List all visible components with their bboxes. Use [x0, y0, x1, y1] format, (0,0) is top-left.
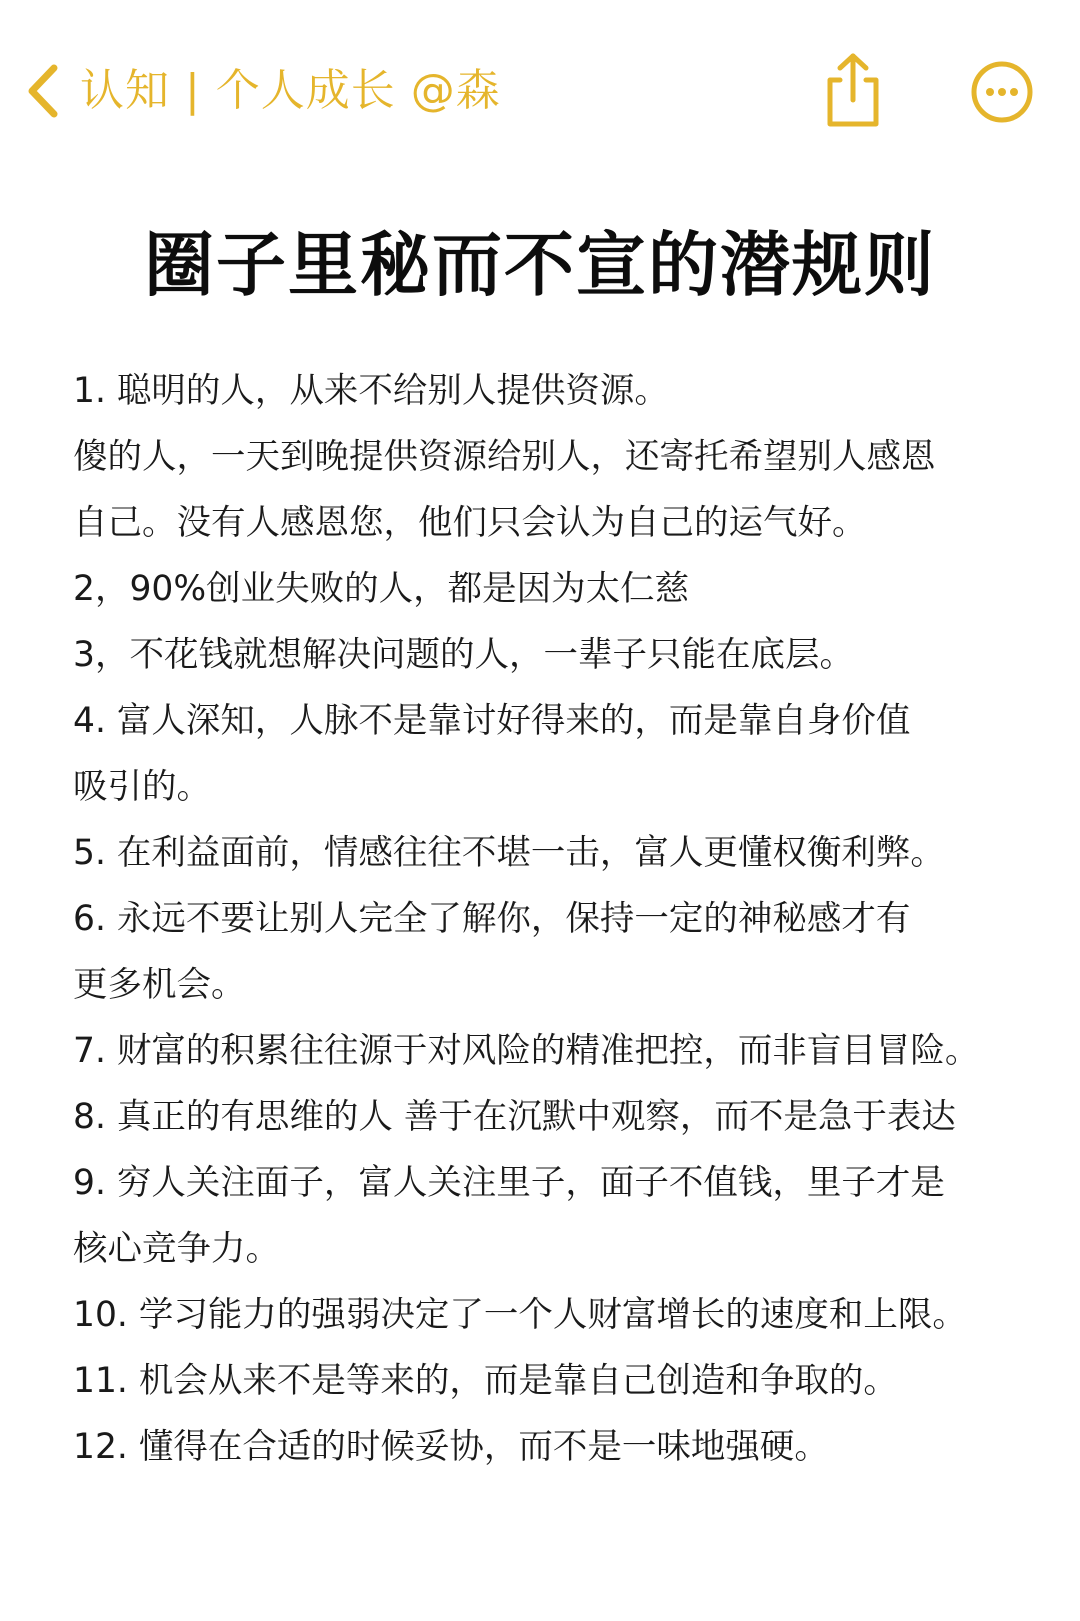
note-line: 更多机会。: [73, 965, 246, 1005]
note-body[interactable]: [73, 358, 1033, 1480]
note-line: 10. 学习能力的强弱决定了一个人财富增长的速度和上限。: [73, 1295, 967, 1335]
back-folder-label[interactable]: 认知 | 个人成长 @森: [80, 65, 501, 116]
more-icon[interactable]: [970, 60, 1034, 124]
chevron-left-icon[interactable]: [22, 58, 66, 124]
note-line: 3，不花钱就想解决问题的人，一辈子只能在底层。: [73, 635, 854, 675]
note-line: 9. 穷人关注面子，富人关注里子，面子不值钱，里子才是: [73, 1163, 945, 1203]
note-line: 吸引的。: [73, 767, 211, 807]
note-line: 2，90%创业失败的人，都是因为太仁慈: [73, 569, 690, 609]
note-line: 11. 机会从来不是等来的，而是靠自己创造和争取的。: [73, 1361, 898, 1401]
note-line: 7. 财富的积累往往源于对风险的精准把控，而非盲目冒险。: [73, 1031, 980, 1071]
note-line: 自己。没有人感恩您，他们只会认为自己的运气好。: [73, 503, 867, 543]
note-line: 核心竞争力。: [73, 1229, 280, 1269]
note-line: 1. 聪明的人，从来不给别人提供资源。: [73, 371, 669, 411]
share-icon[interactable]: [820, 50, 886, 130]
note-line: 8. 真正的有思维的人 善于在沉默中观察，而不是急于表达: [73, 1097, 956, 1137]
note-line: 12. 懂得在合适的时候妥协，而不是一味地强硬。: [73, 1427, 829, 1467]
note-line: 6. 永远不要让别人完全了解你，保持一定的神秘感才有: [73, 899, 911, 939]
note-line: 傻的人，一天到晚提供资源给别人，还寄托希望别人感恩: [73, 437, 936, 477]
note-title: 圈子里秘而不宣的潜规则: [144, 224, 936, 306]
navigation-bar: [0, 0, 1080, 190]
note-line: 5. 在利益面前，情感往往不堪一击，富人更懂权衡利弊。: [73, 833, 945, 873]
note-line: 4. 富人深知，人脉不是靠讨好得来的，而是靠自身价值: [73, 701, 911, 741]
